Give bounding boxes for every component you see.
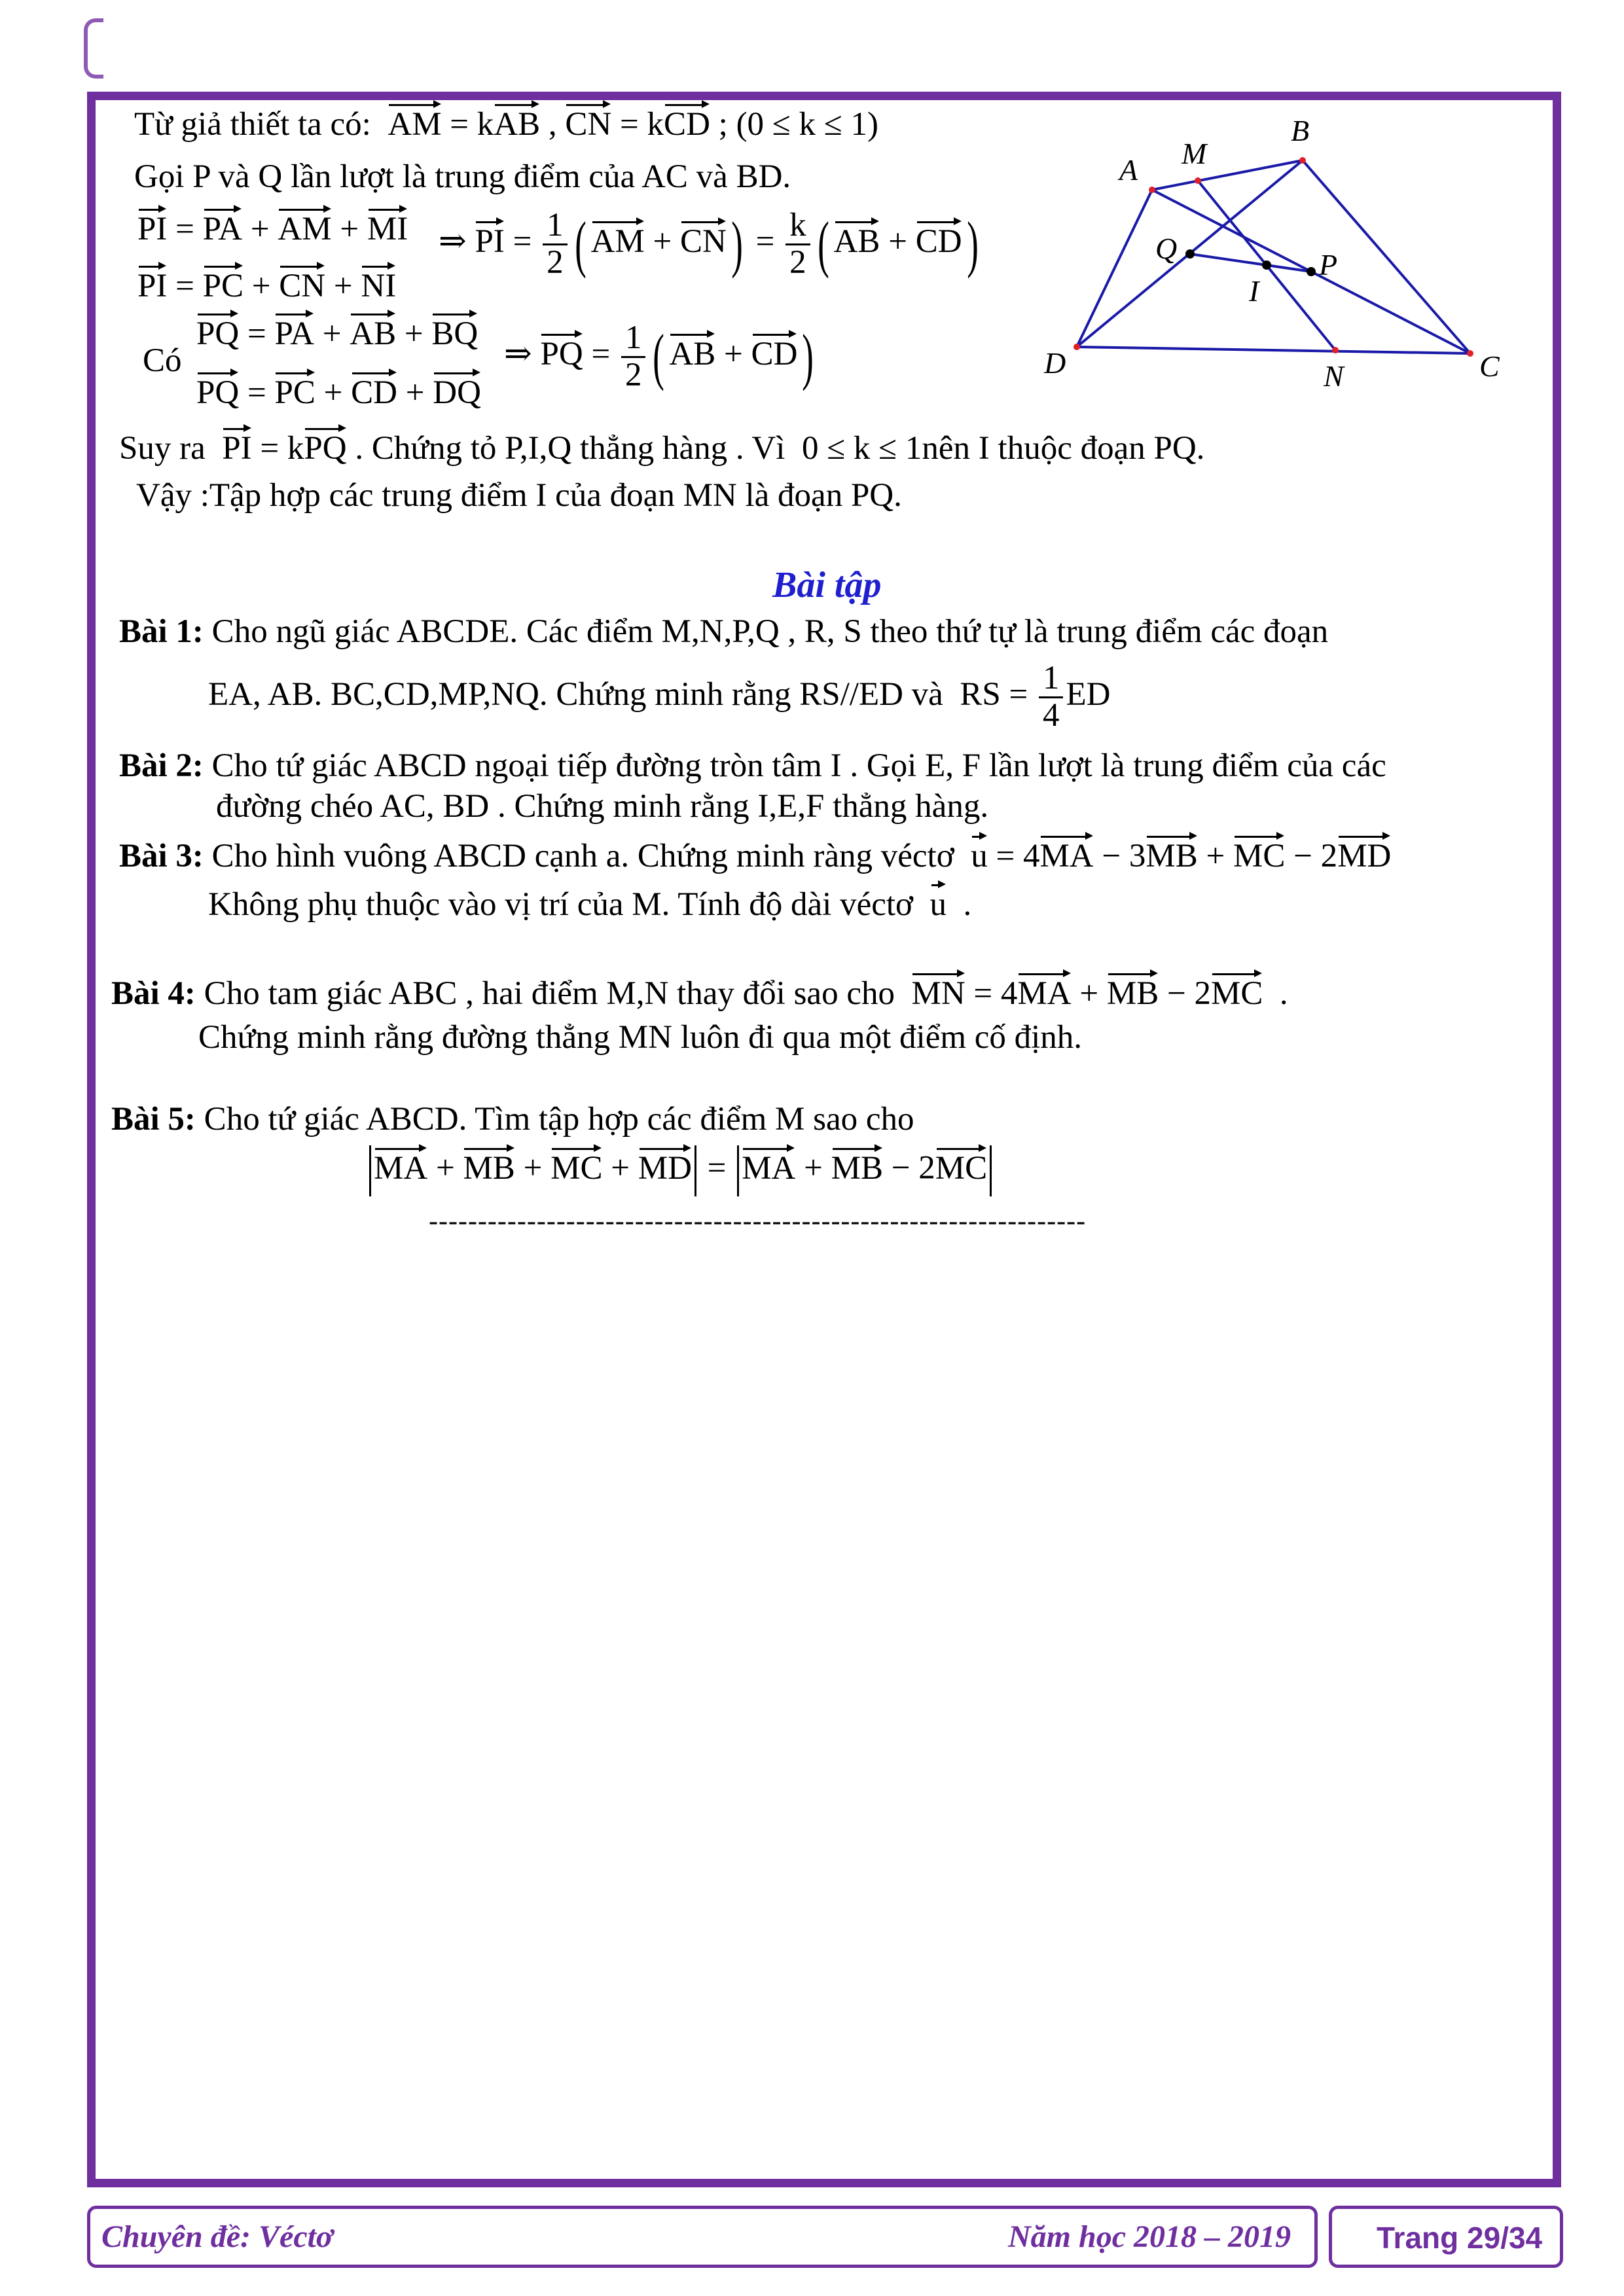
proof-line-1: Từ giả thiết ta có: AM = kAB , CN = kCD ; (0 ≤ k ≤ 1) bbox=[134, 106, 879, 143]
label-i: I bbox=[1249, 274, 1259, 308]
footer-topic: Chuyên đề: Véctơ bbox=[101, 2219, 333, 2254]
label-c: C bbox=[1479, 350, 1500, 383]
bai4-text: Cho tam giác ABC , hai điểm M,N thay đổi sao cho bbox=[204, 975, 895, 1012]
trapezoid-diagram bbox=[1021, 105, 1545, 412]
label-n: N bbox=[1324, 359, 1344, 393]
edge-da bbox=[1077, 190, 1152, 347]
point-p bbox=[1307, 267, 1316, 276]
point-i bbox=[1262, 260, 1271, 270]
bai1-text2: EA, AB. BC,CD,MP,NQ. Chứng minh rằng RS//ED và bbox=[208, 675, 943, 713]
top-bracket-mark bbox=[84, 18, 103, 79]
point-d bbox=[1074, 344, 1080, 350]
bai2-label: Bài 2: bbox=[119, 747, 204, 784]
eq-pi-result: ⇒ PI = $\frac{1}{2}$ ( AM + CN) = $\frac{k}{2}$ ( AB + CD) bbox=[439, 207, 979, 281]
bai3-line1: Bài 3: Cho hình vuông ABCD cạnh a. Chứng minh ràng véctơ u = 4MA − 3MB + MC − 2MD bbox=[119, 838, 1392, 874]
edge-cd bbox=[1077, 347, 1470, 353]
bai4-label: Bài 4: bbox=[111, 975, 196, 1012]
label-a: A bbox=[1119, 153, 1138, 187]
bai3-text2: Không phụ thuộc vào vị trí của M. Tính độ dài véctơ bbox=[208, 886, 914, 923]
co-label: Có bbox=[143, 342, 182, 379]
proof-line1-prefix: Từ giả thiết ta có: bbox=[134, 106, 371, 143]
exercises-title: Bài tập bbox=[772, 565, 882, 605]
bai3-line2: Không phụ thuộc vào vị trí của M. Tính độ dài véctơ u . bbox=[208, 886, 972, 923]
bai2-text: Cho tứ giác ABCD ngoại tiếp đường tròn tâm I . Gọi E, F lần lượt là trung điểm của các bbox=[211, 747, 1386, 784]
point-m bbox=[1195, 177, 1201, 184]
point-n bbox=[1332, 347, 1339, 353]
footer-year: Năm học 2018 – 2019 bbox=[1008, 2219, 1291, 2254]
point-b bbox=[1299, 157, 1306, 164]
eq-pq-result: ⇒ PQ = $\frac{1}{2}$ ( AB + CD) bbox=[504, 319, 814, 393]
label-b: B bbox=[1291, 114, 1310, 147]
bai4-line2: Chứng minh rằng đường thẳng MN luôn đi qua một điểm cố định. bbox=[198, 1019, 1083, 1056]
bai1-label: Bài 1: bbox=[119, 613, 204, 650]
bai2-line2: đường chéo AC, BD . Chứng minh rằng I,E,F thẳng hàng. bbox=[216, 788, 989, 825]
bai2-line1 bbox=[119, 749, 1386, 783]
bai5-label: Bài 5: bbox=[111, 1101, 196, 1138]
edge-ab bbox=[1152, 160, 1303, 190]
point-a bbox=[1149, 187, 1155, 193]
eq-pq-1: PQ = PA + AB + BQ bbox=[196, 315, 478, 352]
point-c bbox=[1467, 350, 1473, 357]
bai5-line1 bbox=[111, 1103, 914, 1136]
eq-pi-1: PI = PA + AM + MI bbox=[137, 211, 408, 247]
separator-line: ------------------------------------------------------------------- bbox=[429, 1206, 1087, 1236]
proof-line-2: Gọi P và Q lần lượt là trung điểm của AC và BD. bbox=[134, 158, 791, 195]
bai4-line1: Bài 4: Cho tam giác ABC , hai điểm M,N thay đổi sao cho MN = 4MA + MB − 2MC . bbox=[111, 975, 1288, 1012]
bai1-line2: EA, AB. BC,CD,MP,NQ. Chứng minh rằng RS//ED và RS = $\frac{1}{4}$ ED bbox=[208, 660, 1111, 734]
suyra-cond: 0 ≤ k ≤ 1 bbox=[801, 430, 922, 467]
eq-pi-2: PI = PC + CN + NI bbox=[137, 268, 397, 304]
conclusion: Vậy :Tập hợp các trung điểm I của đoạn MN là đoạn PQ. bbox=[136, 477, 902, 514]
proof-line1-sep: ; bbox=[718, 106, 728, 143]
eq-pq-2: PQ = PC + CD + DQ bbox=[196, 374, 481, 411]
bai3-label: Bài 3: bbox=[119, 838, 204, 874]
footer-page: Trang 29/34 bbox=[1377, 2221, 1543, 2255]
label-d: D bbox=[1044, 346, 1066, 380]
suyra-prefix: Suy ra bbox=[119, 430, 206, 467]
label-q: Q bbox=[1155, 232, 1178, 265]
suyra-end: nên I thuộc đoạn PQ. bbox=[922, 430, 1205, 467]
suyra-suffix: . Chứng tỏ P,I,Q thẳng hàng . Vì bbox=[355, 430, 785, 467]
point-q bbox=[1185, 249, 1195, 259]
label-m: M bbox=[1182, 137, 1207, 170]
bai1-text: Cho ngũ giác ABCDE. Các điểm M,N,P,Q , R, S theo thứ tự là trung điểm các đoạn bbox=[211, 613, 1329, 650]
bai5-text: Cho tứ giác ABCD. Tìm tập hợp các điểm M sao cho bbox=[204, 1101, 914, 1138]
suyra-line: Suy ra PI = kPQ . Chứng tỏ P,I,Q thẳng hàng . Vì 0 ≤ k ≤ 1nên I thuộc đoạn PQ. bbox=[119, 430, 1205, 467]
bai1-line1 bbox=[119, 615, 1328, 649]
label-p: P bbox=[1319, 248, 1338, 281]
proof-line1-cond: (0 ≤ k ≤ 1) bbox=[736, 106, 879, 143]
bai3-text: Cho hình vuông ABCD cạnh a. Chứng minh ràng véctơ bbox=[211, 838, 954, 874]
bai5-equation: MA + MB + MC + MD = MA + MB − 2MC bbox=[367, 1145, 994, 1196]
